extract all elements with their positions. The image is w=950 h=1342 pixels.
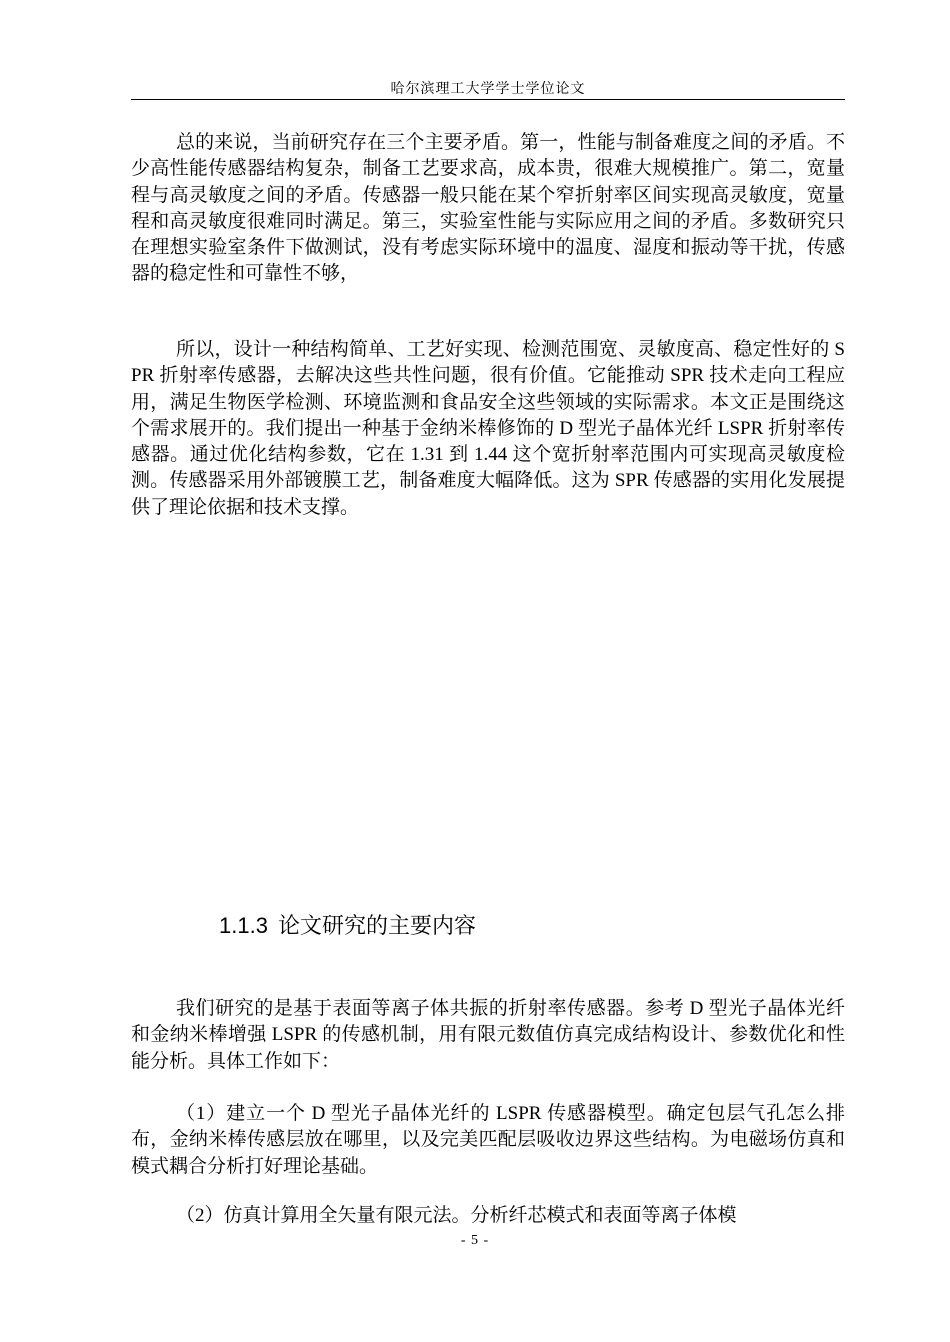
section-number: 1.1.3 <box>219 913 268 938</box>
paragraph-research-overview: 我们研究的是基于表面等离子体共振的折射率传感器。参考 D 型光子晶体光纤和金纳米棒增强 LSPR 的传感机制，用有限元数值仿真完成结构设计、参数优化和性能分析。具体工作如下： <box>131 998 845 1072</box>
header-divider <box>131 99 845 100</box>
paragraph-contradictions: 总的来说，当前研究存在三个主要矛盾。第一，性能与制备难度之间的矛盾。不少高性能传感器结构复杂，制备工艺要求高，成本贵，很难大规模推广。第二，宽量程与高灵敏度之间的矛盾。传感器一般只能在某个窄折射率区间实现高灵敏度，宽量程和高灵敏度很难同时满足。第三，实验室性能与实际应用之间的矛盾。多数研究只在理想实验室条件下做测试，没有考虑实际环境中的温度、湿度和振动等干扰，传感器的稳定性和可靠性不够， <box>131 132 845 285</box>
paragraph-motivation: 所以，设计一种结构简单、工艺好实现、检测范围宽、灵敏度高、稳定性好的 SPR 折射率传感器，去解决这些共性问题，很有价值。它能推动 SPR 技术走向工程应用，满足生物医学检测、环境监测和食品安全这些领域的实际需求。本文正是围绕这个需求展开的。我们提出一种基于金纳米棒修饰的 D 型光子晶体光纤 LSPR 折射率传感器。通过优化结构参数，它在 1.31 到 1.44 这个宽折射率范围内可实现高灵敏度检测。传感器采用外部镀膜工艺，制备难度大幅降低。这为 SPR 传感器的实用化发展提供了理论依据和技术支撑。 <box>131 339 845 518</box>
section-heading <box>219 911 476 942</box>
running-header: 哈尔滨理工大学学士学位论文 <box>390 82 586 97</box>
list-item-1: （1）建立一个 D 型光子晶体光纤的 LSPR 传感器模型。确定包层气孔怎么排布，金纳米棒传感层放在哪里，以及完美匹配层吸收边界这些结构。为电磁场仿真和模式耦合分析打好理论基础。 <box>131 1103 845 1177</box>
section-title: 论文研究的主要内容 <box>277 914 476 939</box>
list-item-2: （2）仿真计算用全矢量有限元法。分析纤芯模式和表面等离子体模 <box>176 1205 737 1226</box>
page-number: - 5 - <box>460 1233 490 1248</box>
